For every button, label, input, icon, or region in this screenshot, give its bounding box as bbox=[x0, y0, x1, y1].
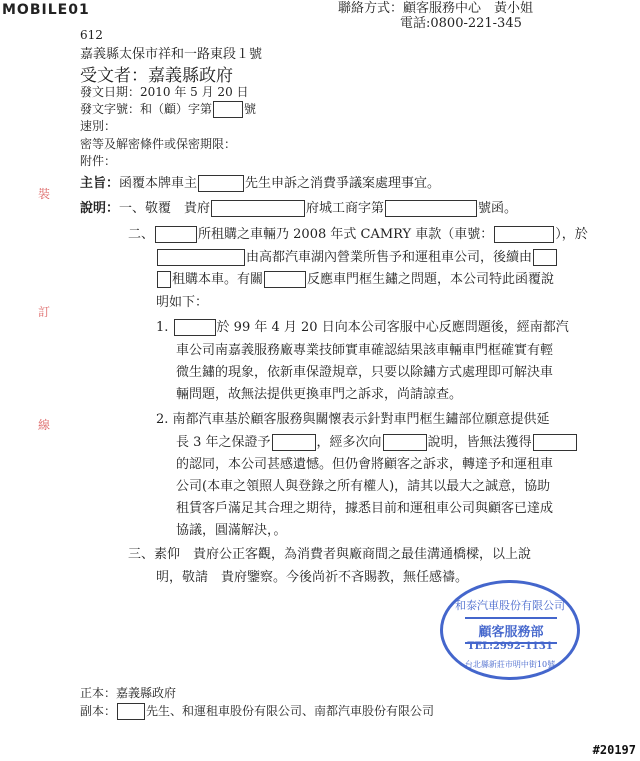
redacted-box bbox=[155, 226, 197, 243]
item-1-line4: 輛問題，故無法提供更換車門之訴求，尚請諒查。 bbox=[176, 387, 463, 402]
stamp-tel: TEL:2992-1131 bbox=[467, 641, 553, 652]
item-2-line2: 長 3 年之保證予 ，經多次向 說明，皆無法獲得 bbox=[176, 431, 578, 451]
copy-recipients: 副本： 先生、和運租車股份有限公司、南都汽車股份有限公司 bbox=[80, 704, 435, 718]
recipient-label: 受文者： bbox=[80, 66, 148, 86]
sender-address: 嘉義縣太保市祥和一路東段１號 bbox=[80, 47, 263, 62]
explain-label: 說明： bbox=[80, 201, 120, 216]
item-1-line1: 1. 於 99 年 4 月 20 日向本公司客服中心反應問題後，經南都汽 bbox=[156, 320, 569, 335]
item-2-line4: 公司(本車之領照人與登錄之所有權人)，請其以最大之誠意，協助 bbox=[176, 479, 551, 494]
zip-code: 612 bbox=[80, 28, 103, 42]
redacted-box bbox=[174, 319, 216, 336]
redacted-box bbox=[264, 271, 306, 288]
secrecy-field: 密等及解密條件或保密期限： bbox=[80, 137, 237, 151]
item-1-line2: 車公司南嘉義服務廠專業技師實車確認結果該車輛車門框確實有輕 bbox=[176, 343, 554, 358]
redacted-box bbox=[213, 101, 243, 118]
explain-p2-line4: 明如下： bbox=[156, 295, 209, 310]
explain-p2-line3: 租購本車。有關 反應車門框生鏽之問題，本公司特此函覆說 bbox=[156, 268, 554, 288]
redacted-box bbox=[385, 200, 477, 217]
redacted-box bbox=[157, 271, 171, 288]
redacted-box bbox=[157, 249, 245, 266]
item-2-line3: 的認同，本公司甚感遺憾。但仍會將顧客之訴求，轉達予和運租車 bbox=[176, 457, 554, 472]
redacted-box bbox=[494, 226, 554, 243]
binding-mark: 訂 bbox=[38, 305, 51, 319]
binding-mark: 線 bbox=[38, 418, 51, 432]
item-2-line5: 租賃客戶滿足其合理之期待，據悉目前和運租車公司與顧客已達成 bbox=[176, 501, 554, 516]
subject-line: 主旨：函覆本牌車主 先生申訴之消費爭議案處理事宜。 bbox=[80, 176, 441, 191]
redacted-box bbox=[272, 434, 316, 451]
contact-line: 聯絡方式：顧客服務中心 黃小姐 bbox=[338, 1, 534, 16]
issue-date: 發文日期：2010 年 5 月 20 日 bbox=[80, 85, 249, 99]
explain-p2-line2: 由高都汽車湖內營業所售予和運租車公司，後續由 bbox=[156, 246, 558, 266]
stamp-dept: 顧客服務部 bbox=[465, 617, 557, 644]
company-seal-stamp bbox=[440, 580, 580, 680]
item-2-line6: 協議，圓滿解決，。 bbox=[176, 523, 287, 538]
subject-label: 主旨： bbox=[80, 176, 120, 191]
stamp-company: 和泰汽車股份有限公司 bbox=[455, 599, 565, 612]
redacted-box bbox=[117, 703, 145, 720]
explain-p3-line1: 三、素仰 貴府公正客觀，為消費者與廠商間之最佳溝通橋樑，以上說 bbox=[128, 547, 532, 562]
explain-p3-line2: 明，敬請 貴府鑒察。今後尚祈不吝賜教，無任感禱。 bbox=[156, 570, 469, 585]
item-1-line3: 微生鏽的現象，依新車保證規章，只要以除鏽方式處理即可解決車 bbox=[176, 365, 554, 380]
watermark-number: #20197 bbox=[592, 743, 636, 757]
explain-p2-line1: 二、 所租購之車輛乃 2008 年式 CAMRY 車款（車號： ），於 bbox=[128, 227, 588, 242]
redacted-box bbox=[383, 434, 427, 451]
redacted-box bbox=[533, 434, 577, 451]
speed-field: 速別： bbox=[80, 119, 117, 133]
doc-number: 發文字號：和（顧）字第 號 bbox=[80, 102, 257, 116]
logo-text: MOBILE01 bbox=[2, 2, 90, 18]
item-2-line1: 2. 南都汽車基於顧客服務與關懷表示針對車門框生鏽部位願意提供延 bbox=[156, 412, 550, 427]
redacted-box bbox=[198, 175, 244, 192]
explain-p1: 說明：一、敬覆 貴府 府城工商字第 號函。 bbox=[80, 201, 518, 216]
attachment-field: 附件： bbox=[80, 154, 117, 168]
redacted-box bbox=[211, 200, 305, 217]
redacted-box bbox=[533, 249, 557, 266]
contact-phone: 電話:0800-221-345 bbox=[400, 16, 522, 31]
original-recipient: 正本：嘉義縣政府 bbox=[80, 686, 177, 700]
mobile01-logo bbox=[2, 2, 90, 18]
binding-mark: 裝 bbox=[38, 187, 51, 201]
recipient-name: 嘉義縣政府 bbox=[148, 66, 233, 86]
stamp-address: 台北縣新莊市明中街10號 bbox=[464, 660, 556, 669]
